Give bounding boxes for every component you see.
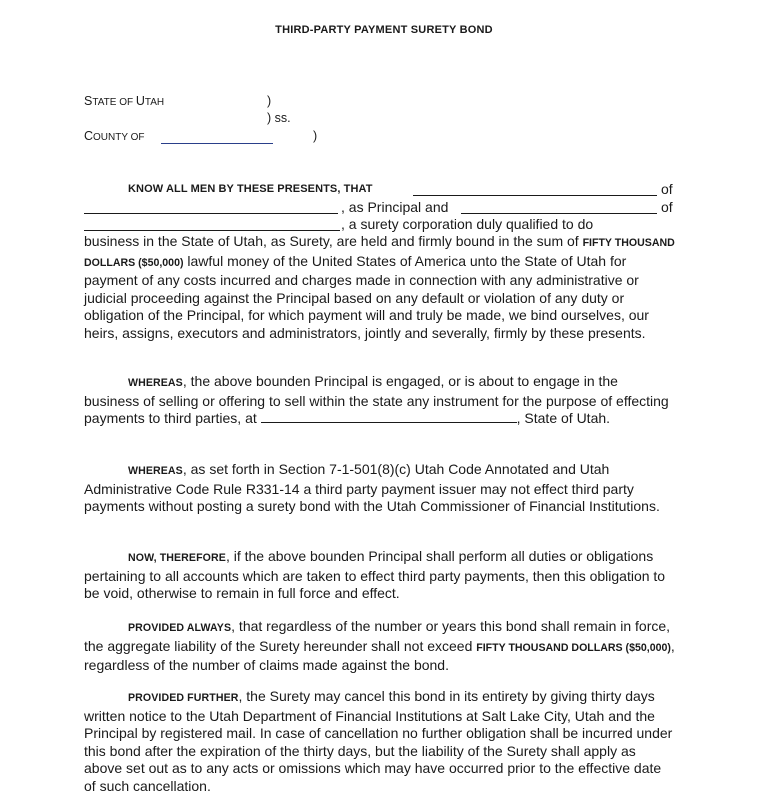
surety-address-field[interactable] [84, 230, 340, 231]
state-name-rest: TAH [144, 97, 165, 108]
whereas-text-2: , as set forth in Section 7-1-501(8)(c) Utah Code Annotated and Utah Administrative Code Rule R331-14 a third party payment issuer may not effect third party payments without posting a surety bond with the Utah Commissioner of Financial Institutions. [84, 461, 660, 515]
whereas-lead-1: WHEREAS [128, 377, 183, 389]
provided-further-text: , the Surety may cancel this bond in its entirety by giving thirty days written notice to the Utah Department of Financial Institutions at Salt Lake City, Utah and the Principal by registered mail. In case of cancellation no further obligation shall be incurred under this bond after the expiration of the thirty days, but the liability of the Surety shall apply as above set out as to any acts or omissions which may have occurred prior to the effective date of such cancellation. [84, 688, 673, 794]
now-therefore-text: , if the above bounden Principal shall perform all duties or obligations pertaining to all accounts which are taken to effect third party payments, then this obligation to be void, otherwise to remain in full force and effect. [84, 548, 666, 602]
intro-amount: FIFTY THOUSAND DOLLARS ($50,000) [84, 237, 675, 269]
as-principal-text: , as Principal and [341, 199, 449, 215]
now-therefore-paragraph [84, 548, 676, 603]
venue-paren-3: ) [313, 129, 318, 143]
principal-name-field[interactable] [413, 195, 657, 196]
provided-always-paragraph [84, 618, 676, 675]
venue-paren-1: ) [267, 94, 272, 108]
provided-always-amount: FIFTY THOUSAND DOLLARS ($50,000) [476, 641, 671, 654]
provided-further-paragraph [84, 688, 676, 796]
county-label-initial: C [84, 129, 94, 143]
state-label-initial: S [84, 94, 93, 108]
principal-address-field[interactable] [84, 213, 338, 214]
intro-paragraph [84, 233, 676, 343]
whereas-paragraph-2 [84, 461, 676, 516]
provided-always-text-b: , regardless of the number of claims made against the bond. [84, 637, 675, 674]
whereas-lead-2: WHEREAS [128, 465, 183, 477]
of-label-2: of [661, 199, 673, 215]
intro-body-a: business in the State of Utah, as Surety, are held and firmly bound in the sum of [84, 233, 583, 249]
business-location-field[interactable] [261, 410, 517, 423]
county-label-rest: OUNTY OF [93, 132, 145, 143]
provided-further-lead: PROVIDED FURTHER [128, 692, 239, 704]
surety-tail-text: , a surety corporation duly qualified to do [341, 216, 594, 232]
now-therefore-lead: NOW, THEREFORE [128, 552, 226, 564]
of-label-1: of [661, 181, 673, 197]
county-label [84, 129, 145, 143]
whereas-text-1b: , State of Utah. [516, 410, 611, 427]
document-title: THIRD-PARTY PAYMENT SURETY BOND [275, 24, 493, 36]
state-name-initial: U [135, 94, 145, 108]
know-all-men-lead: KNOW ALL MEN BY THESE PRESENTS, THAT [128, 183, 373, 195]
whereas-text-1a: , the above bounden Principal is engaged, or is about to engage in the business of selling or offering to sell within the state any instrument for the purpose of effecting payments to third parties, at [84, 373, 669, 427]
state-label [84, 94, 164, 108]
state-label-rest: TATE OF [92, 97, 136, 108]
county-name-field[interactable] [161, 143, 273, 144]
provided-always-lead: PROVIDED ALWAYS [128, 622, 232, 634]
intro-body-b: lawful money of the United States of America unto the State of Utah for payment of any costs incurred and charges made in connection with any administrative or judicial proceeding against the Principal based on any default or violation of any duty or obligation of the Principal, for which payment will and truly be made, we bind ourselves, our heirs, assigns, executors and administrators, jointly and severally, firmly by these presents. [84, 252, 649, 341]
venue-ss: ) ss. [267, 111, 291, 125]
surety-name-field[interactable] [461, 213, 657, 214]
provided-always-text-a: , that regardless of the number or years this bond shall remain in force, the aggregate liability of the Surety hereunder shall not exceed [84, 618, 671, 654]
whereas-paragraph-1 [84, 373, 676, 428]
